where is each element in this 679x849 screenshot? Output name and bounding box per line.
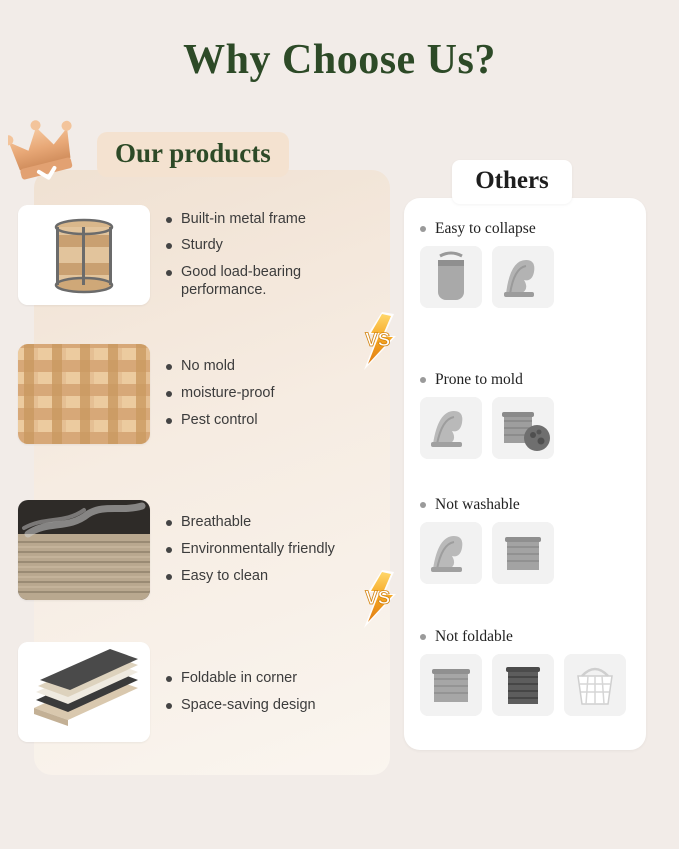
bullet-dot — [166, 391, 172, 397]
product-bullets — [166, 514, 348, 585]
vs-badge-2 — [352, 570, 408, 628]
bullet-dot — [166, 520, 172, 526]
crown-icon — [8, 118, 80, 184]
others-group-label — [420, 628, 632, 646]
bullet-text: Environmentally friendly — [181, 541, 335, 558]
list-item — [166, 211, 348, 229]
bullet-text: Built-in metal frame — [181, 210, 306, 227]
others-image-white-plastic-laundry-basket — [564, 654, 626, 716]
bullet-dot — [420, 377, 426, 383]
others-heading: Others — [452, 160, 572, 204]
bullet-dot — [166, 418, 172, 424]
bullet-dot — [166, 547, 172, 553]
list-item — [166, 237, 348, 255]
others-group-label — [420, 220, 632, 238]
product-image-folded-flat-baskets — [18, 642, 150, 742]
bullet-text: Easy to clean — [181, 567, 269, 584]
list-item — [166, 697, 348, 715]
list-item — [166, 385, 348, 403]
list-item — [166, 670, 348, 688]
others-image-collapsed-gray-basket — [420, 522, 482, 584]
bullet-text: Pest control — [181, 411, 258, 428]
bullet-text: No mold — [181, 358, 235, 375]
others-image-gray-woven-hamper — [492, 522, 554, 584]
bullet-text: Good load-bearing performance. — [181, 264, 302, 298]
list-item — [166, 541, 348, 559]
svg-text:VS: VS — [365, 588, 391, 609]
list-item — [166, 514, 348, 532]
others-group — [420, 496, 632, 584]
product-row — [18, 642, 348, 742]
product-row — [18, 205, 348, 305]
bullet-dot — [166, 574, 172, 580]
others-image-gray-fabric-hamper — [420, 246, 482, 308]
product-image-rattan-basket-with-metal-frame — [18, 205, 150, 305]
bullet-dot — [420, 634, 426, 640]
others-image-collapsed-gray-hamper — [492, 246, 554, 308]
bullet-text: Space-saving design — [181, 696, 316, 713]
others-group — [420, 220, 632, 308]
bullet-dot — [166, 676, 172, 682]
others-image-gray-woven-hamper — [420, 654, 482, 716]
bullet-text: moisture-proof — [181, 385, 275, 402]
list-item — [166, 264, 348, 299]
bullet-dot — [166, 243, 172, 249]
others-image-collapsed-gray-basket — [420, 397, 482, 459]
product-row — [18, 344, 348, 444]
product-image-woven-rattan-texture — [18, 344, 150, 444]
bullet-dot — [166, 217, 172, 223]
svg-text:VS: VS — [365, 330, 391, 351]
others-label-text: Prone to mold — [435, 371, 523, 388]
others-group — [420, 628, 632, 716]
others-group-label — [420, 371, 632, 389]
bullet-text: Foldable in corner — [181, 669, 298, 686]
list-item — [166, 412, 348, 430]
product-bullets — [166, 358, 348, 429]
bullet-dot — [420, 226, 426, 232]
others-label-text: Not foldable — [435, 628, 513, 645]
bullet-text: Breathable — [181, 514, 252, 531]
product-image-breathable-weave-with-steam — [18, 500, 150, 600]
list-item — [166, 358, 348, 376]
bullet-dot — [166, 270, 172, 276]
others-label-text: Easy to collapse — [435, 220, 536, 237]
bullet-dot — [420, 502, 426, 508]
bullet-dot — [166, 364, 172, 370]
product-bullets — [166, 670, 348, 714]
list-item — [166, 568, 348, 586]
bullet-dot — [166, 703, 172, 709]
page-title: Why Choose Us? — [183, 37, 496, 83]
others-group-label — [420, 496, 632, 514]
others-label-text: Not washable — [435, 496, 520, 513]
vs-badge-1 — [352, 312, 408, 370]
our-products-heading: Our products — [97, 132, 289, 177]
product-bullets — [166, 211, 348, 300]
others-image-dark-woven-hamper — [492, 654, 554, 716]
others-group — [420, 371, 632, 459]
bullet-text: Sturdy — [181, 237, 223, 254]
others-image-gray-basket-with-mold-patch — [492, 397, 554, 459]
product-row — [18, 500, 348, 600]
